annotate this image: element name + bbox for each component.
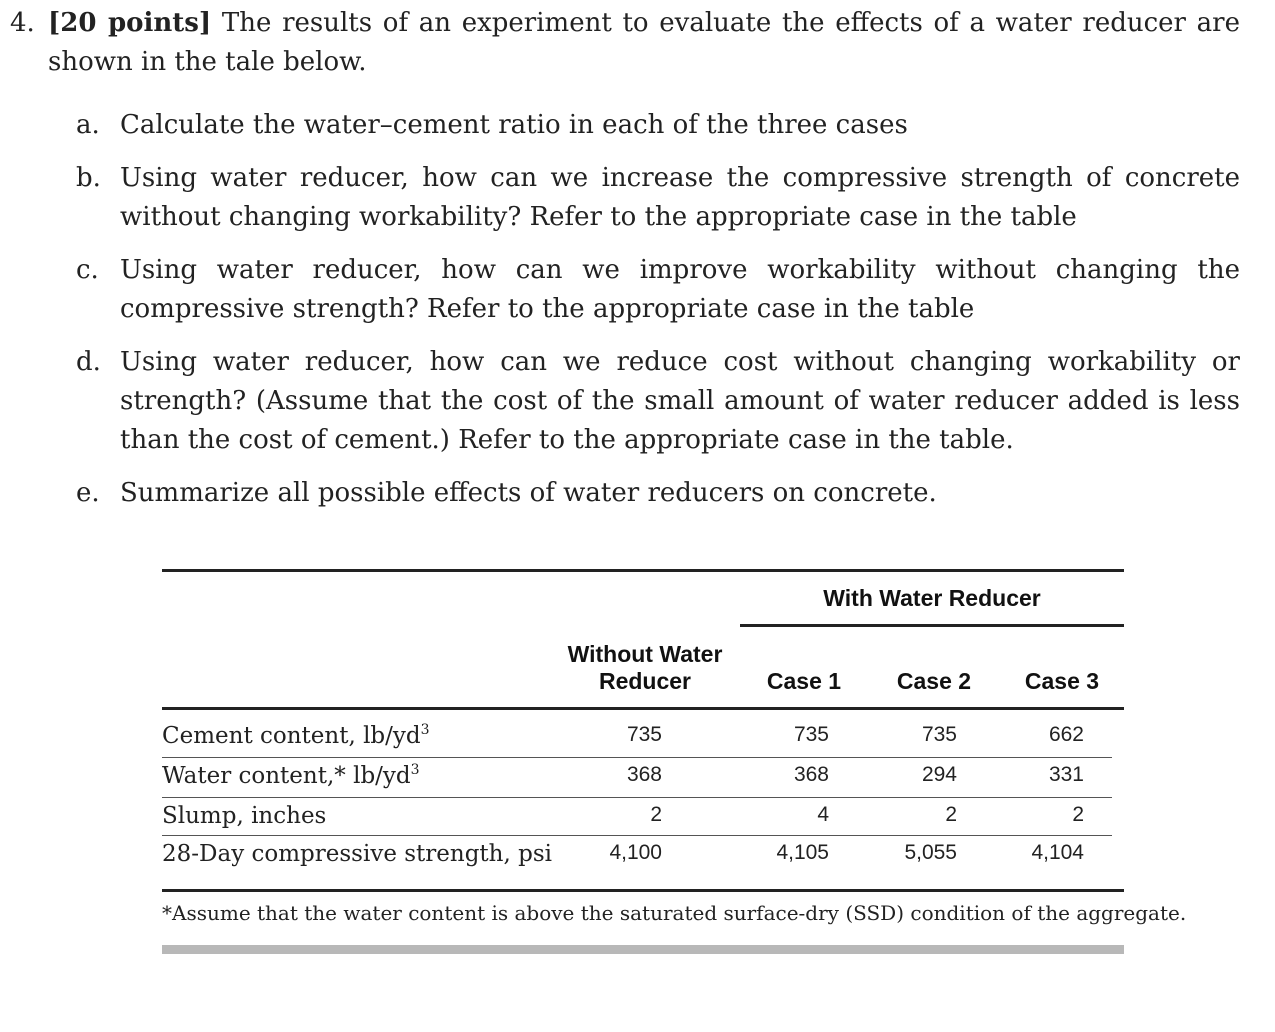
part-e [76,474,1240,513]
part-d [76,343,1240,460]
part-text: Using water reducer, how can we reduce cost without changing workability or strength? (Assume that the cost of the small amount of water reducer added is less than the cost of cement.) Refer to the appropriate case in the table. [120,347,1240,455]
col-header-without-line1: Without Water [567,641,723,667]
col-header-without-line2: Reducer [598,668,692,694]
part-text: Calculate the water–cement ratio in each of the three cases [120,110,908,140]
group-header-with-reducer: With Water Reducer [823,585,1041,611]
part-c [76,251,1240,329]
row-label: Cement content, $lb/yd^3$ [162,722,430,749]
cell-case3: 4,104 [1031,841,1084,864]
col-header-case3: Case 3 [1024,668,1100,694]
part-b [76,159,1240,237]
question-number: 4. [10,8,35,38]
cell-without: 2 [650,803,662,826]
question-text [48,4,1240,82]
question-header [10,4,1240,82]
row-divider [162,757,1112,758]
part-letter: c. [76,255,99,285]
table-bottom-rule [162,889,1124,892]
row-label: 28-Day compressive strength, psi [162,841,552,867]
col-header-without [552,641,738,695]
col-header-case1: Case 1 [766,668,842,694]
part-text: Summarize all possible effects of water reducers on concrete. [120,478,937,508]
question-parts [76,106,1240,513]
table-header-rule [162,707,1124,710]
table-bottom-bar [162,945,1124,954]
table-top-rule [162,569,1124,572]
cell-case3: 331 [1048,763,1084,786]
cell-case3: 2 [1072,803,1084,826]
cell-case1: 4,105 [776,841,829,864]
cell-case2: 735 [921,723,957,746]
part-text: Using water reducer, how can we improve workability without changing the compressive strength? Refer to the appropriate case in the table [120,255,1240,324]
part-letter: d. [76,347,101,377]
part-letter: b. [76,163,101,193]
part-letter: e. [76,478,100,508]
question-block [10,4,1240,527]
cell-without: 4,100 [609,841,662,864]
cell-case1: 368 [793,763,829,786]
table-row [162,841,1124,879]
cell-case2: 2 [945,803,957,826]
table-footnote: *Assume that the water content is above the saturated surface-dry (SSD) condition of the aggregate. [162,901,1187,925]
cell-without: 735 [626,723,662,746]
cell-without: 368 [626,763,662,786]
row-divider [162,797,1112,798]
cell-case2: 294 [921,763,957,786]
row-label: Slump, inches [162,803,327,829]
cell-case1: 4 [817,803,829,826]
part-text: Using water reducer, how can we increase the compressive strength of concrete without changing workability? Refer to the appropriate case in the table [120,163,1240,232]
cell-case3: 662 [1048,723,1084,746]
part-a [76,106,1240,145]
row-label: Water content,* $lb/yd^3$ [162,762,420,789]
question-points: [20 points] [48,8,212,38]
table-row [162,763,1124,801]
table-row [162,723,1124,761]
part-letter: a. [76,110,100,140]
col-header-case2: Case 2 [896,668,972,694]
group-header-rule [740,624,1124,627]
cell-case2: 5,055 [904,841,957,864]
row-divider [162,835,1112,836]
cell-case1: 735 [793,723,829,746]
question-intro: The results of an experiment to evaluate the effects of a water reducer are shown in the tale below. [48,8,1240,77]
